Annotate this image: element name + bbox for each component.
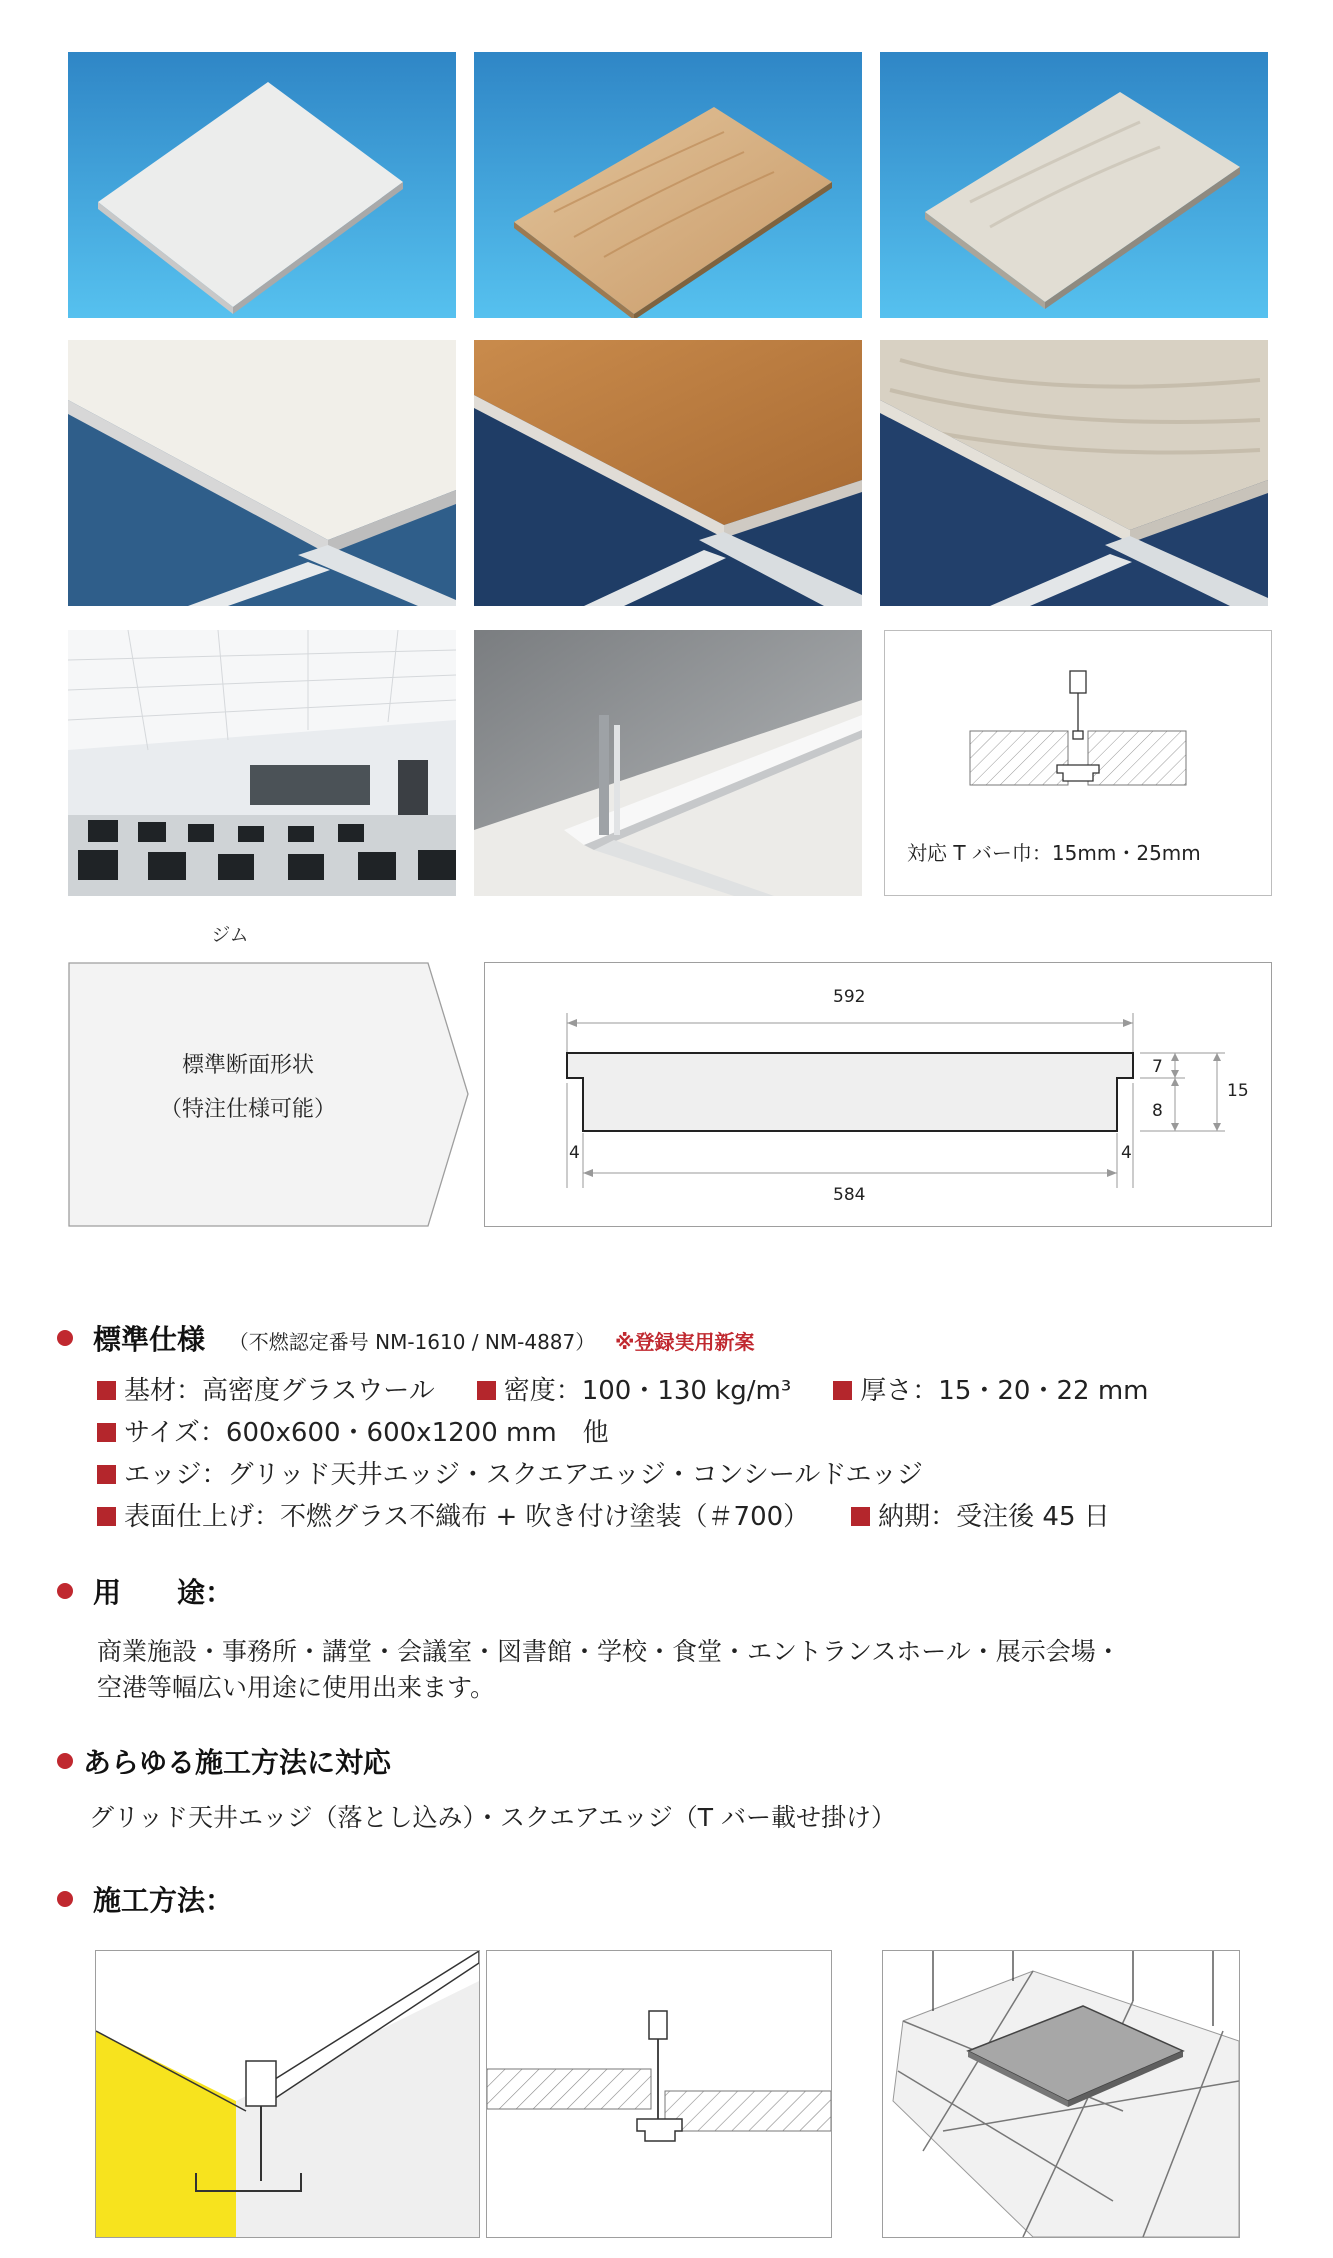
spec-row-1 [97,1370,1148,1407]
square-bullet-icon [851,1507,870,1526]
bullet-icon [57,1753,73,1769]
dim-step-height: 7 [1152,1057,1163,1077]
photo-ceiling-woodgrain [474,340,862,606]
install-ceiling-grid-illustration [882,1950,1240,2238]
install-grid-edge-illustration [95,1950,480,2238]
install-square-edge-illustration [486,1950,832,2238]
usage-line-1: 商業施設・事務所・講堂・会議室・図書館・学校・食堂・エントランスホール・展示会場・ [97,1637,1121,1666]
methods-text: グリッド天井エッジ（落とし込み）・スクエアエッジ（T バー載せ掛け） [89,1803,896,1832]
spec-row-2 [97,1412,609,1449]
spec-density: 密度：100・130 kg/m³ [503,1376,792,1406]
spec-surface-finish: 表面仕上げ：不燃グラス不織布 + 吹き付け塗装（＃700） [124,1502,810,1532]
spec-heading [93,1318,754,1358]
dim-right-step: 4 [1121,1143,1132,1163]
square-bullet-icon [97,1381,116,1400]
spec-size: サイズ：600x600・600x1200 mm 他 [124,1418,609,1448]
tbar-diagram [884,630,1272,896]
spec-base-material: 基材：高密度グラスウール [124,1376,435,1406]
methods-title: あらゆる施工方法に対応 [83,1746,392,1779]
photo-panel-white [68,52,456,318]
photo-ceiling-lightwood [880,340,1268,606]
usage-title: 用 途： [93,1576,234,1609]
spec-title: 標準仕様 [93,1323,206,1356]
spec-patent-note: ※登録実用新案 [615,1330,755,1354]
profile-label-box [68,962,470,1227]
dim-total-thickness: 15 [1227,1081,1249,1101]
square-bullet-icon [477,1381,496,1400]
spec-cert-number: （不燃認定番号 NM-1610 / NM-4887） [228,1330,596,1354]
square-bullet-icon [833,1381,852,1400]
spec-row-4 [97,1496,1110,1533]
caption-gym: ジム [211,924,249,946]
install-title: 施工方法： [93,1884,234,1917]
bullet-icon [57,1891,73,1907]
dim-overall-width: 592 [833,987,866,1007]
photo-tbar-detail [474,630,862,896]
tbar-width-caption: 対応 T バー巾：15mm・25mm [907,841,1201,865]
square-bullet-icon [97,1465,116,1484]
bullet-icon [57,1583,73,1599]
photo-panel-woodgrain [474,52,862,318]
profile-label-title: 標準断面形状 [181,1053,314,1078]
spec-row-3 [97,1454,923,1491]
photo-computer-room [68,630,456,896]
square-bullet-icon [97,1507,116,1526]
dim-lower-height: 8 [1152,1101,1163,1121]
spec-edge: エッジ：グリッド天井エッジ・スクエアエッジ・コンシールドエッジ [124,1460,923,1490]
bullet-icon [57,1330,73,1346]
cross-section-diagram [484,962,1272,1227]
profile-label-note: （特注仕様可能） [159,1097,336,1122]
square-bullet-icon [97,1423,116,1442]
photo-ceiling-white [68,340,456,606]
dim-left-step: 4 [569,1143,580,1163]
spec-delivery: 納期：受注後 45 日 [878,1502,1110,1532]
photo-panel-lightwood [880,52,1268,318]
usage-line-2: 空港等幅広い用途に使用出来ます。 [97,1673,496,1702]
spec-thickness: 厚さ：15・20・22 mm [860,1376,1149,1406]
dim-bottom-width: 584 [833,1185,866,1205]
